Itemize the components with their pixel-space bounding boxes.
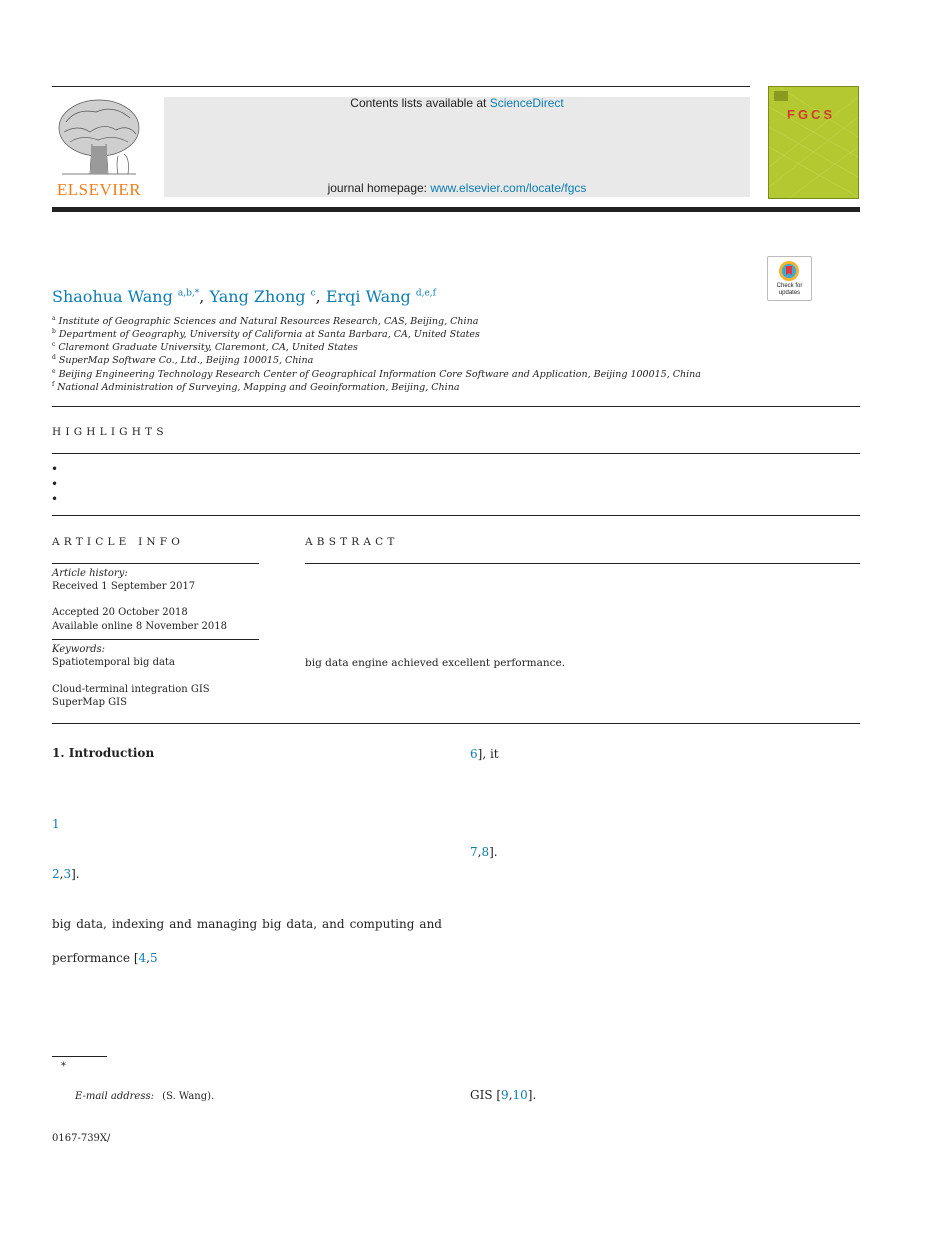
highlight-bullet: •: [51, 477, 59, 491]
affiliation-text: Institute of Geographic Sciences and Natural Resources Research, CAS, Beijing, China: [58, 316, 479, 328]
author-name[interactable]: Shaohua Wang: [52, 287, 173, 306]
citation-link[interactable]: 3: [63, 867, 72, 881]
keywords-label-text: Keywords:: [52, 644, 106, 655]
sciencedirect-link[interactable]: ScienceDirect: [489, 96, 564, 110]
elsevier-tree-logo: [52, 96, 146, 180]
highlights-top-rule: [52, 406, 860, 407]
introduction-heading: 1. Introduction: [52, 746, 155, 760]
check-updates-label: Check for updates: [776, 283, 803, 296]
received-date: Received 1 September 2017: [52, 581, 196, 592]
author-sup[interactable]: a,b,*: [177, 288, 200, 299]
citation-link[interactable]: 10: [512, 1088, 528, 1102]
citation-close: ].: [489, 845, 498, 859]
citation-close: ].: [527, 1088, 537, 1102]
intro-line-performance: performance [4,5: [52, 951, 158, 965]
ref-6-suffix: ], it: [477, 747, 499, 761]
citation-link[interactable]: 9: [501, 1088, 509, 1102]
affiliation: [52, 381, 459, 393]
contents-prefix: Contents lists available at: [350, 96, 490, 110]
journal-cover[interactable]: [768, 86, 859, 199]
gis-prefix: GIS [: [470, 1088, 502, 1102]
affiliation: [52, 315, 478, 327]
abstract-rule: [305, 563, 860, 564]
affiliation: [52, 368, 701, 380]
affiliation-sup: b: [52, 328, 56, 335]
keywords-label: [52, 644, 105, 655]
affiliation-sup: c: [52, 341, 56, 348]
email-owner: (S. Wang).: [162, 1091, 215, 1102]
abstract-text: big data engine achieved excellent performance.: [305, 657, 566, 669]
homepage-prefix: journal homepage:: [327, 181, 431, 195]
author-sup[interactable]: d,e,f: [415, 288, 436, 299]
article-history-label: [52, 568, 128, 579]
accepted-date: Accepted 20 October 2018: [52, 607, 188, 618]
keywords-rule: [52, 639, 259, 640]
ref-7-8: 7,8].: [470, 845, 498, 859]
affiliation-sup: d: [52, 354, 56, 361]
highlights-bottom-rule: [52, 515, 860, 516]
citation-link[interactable]: 8: [481, 845, 490, 859]
affiliation: [52, 341, 358, 353]
affiliation-sup: f: [52, 381, 55, 388]
ref-9-10: GIS [9,10].: [470, 1088, 537, 1102]
citation-link[interactable]: 1: [52, 817, 60, 831]
highlights-heading: HIGHLIGHTS: [52, 426, 168, 438]
abstract-heading: ABSTRACT: [305, 536, 399, 548]
history-label-text: Article history:: [52, 568, 128, 579]
affiliation-text: Claremont Graduate University, Claremont, CA, United States: [58, 342, 358, 354]
journal-cover-title: FGCS: [787, 107, 836, 122]
email-label: E-mail address:: [75, 1091, 154, 1102]
ref-6: [470, 747, 499, 761]
cover-pattern: [769, 87, 858, 198]
citation-link[interactable]: 2: [52, 867, 60, 881]
citation-link[interactable]: 4: [138, 951, 147, 965]
article-info-rule: [52, 563, 259, 564]
footnote-star: *: [61, 1061, 66, 1072]
ref-2-3: 2,3].: [52, 867, 80, 881]
keyword: SuperMap GIS: [52, 697, 127, 708]
footnote-rule: [52, 1056, 107, 1057]
affiliation-text: Department of Geography, University of California at Santa Barbara, CA, United States: [58, 329, 480, 341]
affiliation-text: National Administration of Surveying, Mapping and Geoinformation, Beijing, China: [57, 382, 460, 394]
header-bottom-rule: [52, 207, 860, 212]
author-sup[interactable]: c: [310, 288, 316, 299]
intro-line-bigdata: big data, indexing and managing big data, and computing and: [52, 917, 442, 931]
author-name[interactable]: Erqi Wang: [325, 287, 411, 306]
affiliation-text: SuperMap Software Co., Ltd., Beijing 100015, China: [58, 355, 314, 367]
citation-link[interactable]: 7: [470, 845, 478, 859]
keyword: Spatiotemporal big data: [52, 657, 175, 668]
highlight-bullet: •: [51, 492, 59, 506]
check-for-updates-badge[interactable]: [767, 256, 812, 301]
footnote-email: [75, 1091, 214, 1102]
front-matter-bottom-rule: [52, 723, 860, 724]
citation-link[interactable]: 6: [470, 747, 478, 761]
contents-line: [164, 96, 750, 110]
affiliation: [52, 354, 313, 366]
article-info-heading: ARTICLE INFO: [52, 536, 185, 548]
homepage-line: [164, 181, 750, 195]
header-top-rule: [52, 86, 750, 87]
affiliation-sup: a: [52, 315, 56, 322]
citation-link[interactable]: 5: [149, 951, 158, 965]
author-list: Shaohua Wang $^{a,b,*}$, Yang Zhong $^c$, Erqi Wang $^{d,e,f}$: [52, 287, 436, 306]
author-name[interactable]: Yang Zhong: [209, 287, 306, 306]
highlight-bullet: •: [51, 462, 59, 476]
issn-line: 0167-739X/: [52, 1133, 111, 1144]
journal-homepage-link[interactable]: www.elsevier.com/locate/fgcs: [430, 181, 587, 195]
check-updates-icon: [778, 260, 800, 282]
highlights-mid-rule: [52, 453, 860, 454]
affiliation-sup: e: [52, 368, 56, 375]
affiliation-text: Beijing Engineering Technology Research Center of Geographical Information Core Software and Application, Beijing 100015, China: [58, 369, 701, 381]
available-date: Available online 8 November 2018: [52, 621, 227, 632]
performance-prefix: performance [: [52, 951, 139, 965]
elsevier-wordmark[interactable]: ELSEVIER: [56, 180, 142, 199]
citation-close: ].: [71, 867, 80, 881]
keyword: Cloud-terminal integration GIS: [52, 684, 210, 695]
ref-1: [52, 817, 60, 831]
affiliation: [52, 328, 480, 340]
